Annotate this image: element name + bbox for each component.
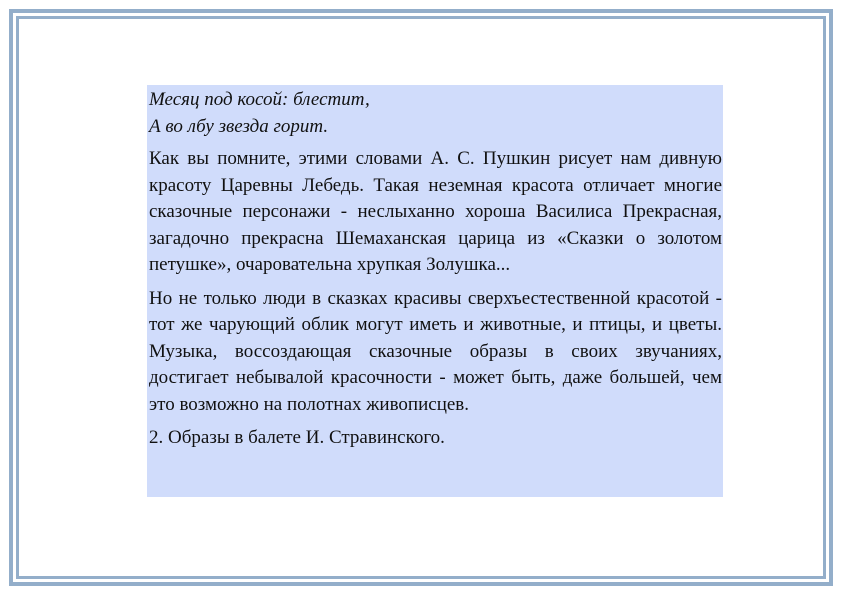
text-box bbox=[147, 85, 723, 497]
paragraph-1: Как вы помните, этими словами А. С. Пушкин рисует нам дивную красоту Царевны Лебедь. Такая неземная красота отличает многие сказочные персонажи - неслыханно хороша Василиса Прекрасная, загадочно прекрасна Шемаханская царица из «Сказки о золотом петушке», очаровательна хрупкая Золушка... bbox=[149, 148, 722, 275]
epigraph-line-2: А во лбу звезда горит. bbox=[149, 115, 329, 137]
paragraph-2: Но не только люди в сказках красивы сверхъестественной красотой - тот же чарующий облик могут иметь и животные, и птицы, и цветы. Музыка, воссоздающая сказочные образы в своих звучаниях, достигает небывалой красочности - может быть, даже большей, чем это возможно на полотнах живописцев. bbox=[149, 287, 722, 415]
epigraph-line-1: Месяц под косой: блестит, bbox=[149, 89, 370, 110]
section-heading: 2. Образы в балете И. Стравинского. bbox=[149, 427, 445, 448]
epigraph bbox=[149, 87, 722, 140]
